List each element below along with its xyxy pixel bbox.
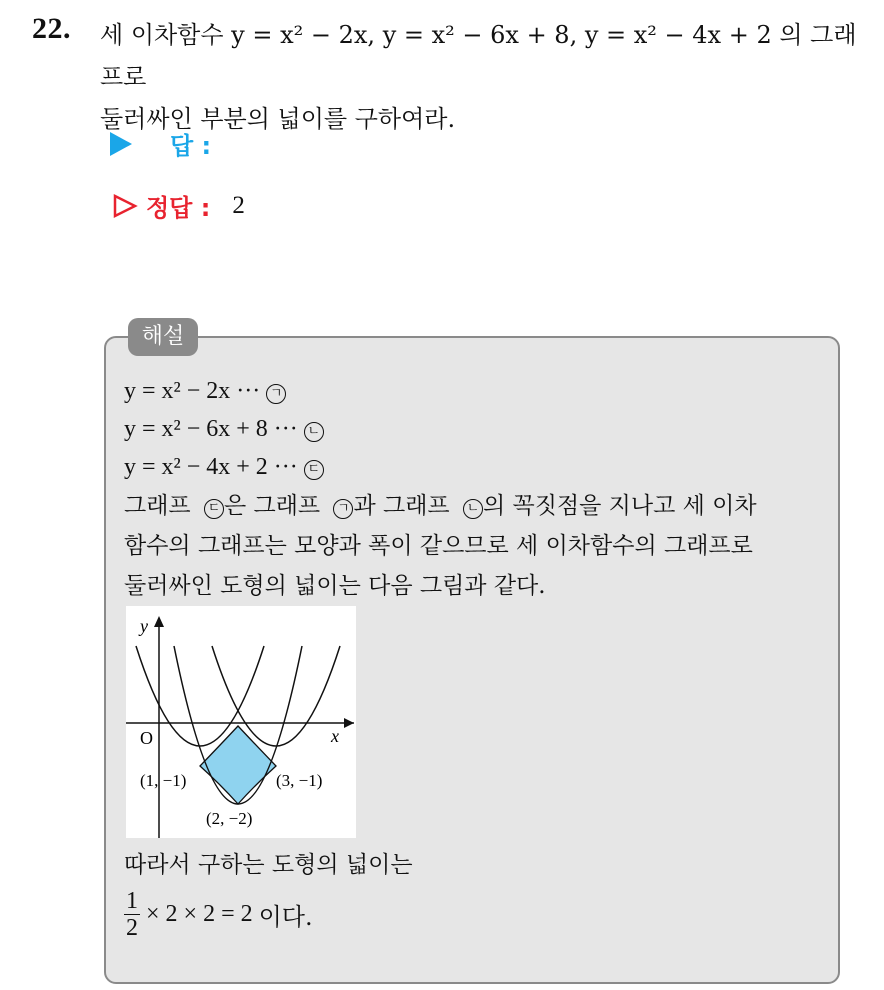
circled-mark: ㄴ	[304, 422, 324, 442]
circled-mark: ㄱ	[266, 384, 286, 404]
answer-label: 답 :	[170, 132, 212, 160]
question-line-2: 둘러싸인 부분의 넓이를 구하여라.	[100, 105, 456, 133]
parabola-2	[212, 646, 340, 746]
explanation-line-3: 둘러싸인 도형의 넓이는 다음 그림과 같다.	[124, 573, 546, 599]
correct-answer-row	[112, 188, 245, 223]
play-arrow-icon	[110, 132, 132, 156]
question-line-1: 세 이차함수 y = x² − 2x, y = x² − 6x + 8, y = x² − 4x + 2 의 그래프로	[100, 21, 857, 91]
point-bottom-label: (2, −2)	[206, 809, 253, 828]
circled-mark: ㄷ	[304, 460, 324, 480]
equation-2: y = x² − 6x + 8 ··· ㄴ	[124, 410, 834, 448]
outline-arrow-icon	[112, 193, 138, 219]
solution-tab: 해설	[128, 318, 198, 356]
point-right-label: (3, −1)	[276, 771, 323, 790]
point-left-label: (1, −1)	[140, 771, 187, 790]
answer-row	[110, 126, 211, 161]
question-number: 22.	[32, 12, 71, 45]
formula-tail: 이다.	[258, 903, 313, 931]
origin-label: O	[140, 728, 153, 748]
conclusion-text: 따라서 구하는 도형의 넓이는	[124, 852, 413, 878]
parabola-1	[136, 646, 264, 746]
correct-answer-value: 2	[232, 191, 245, 219]
equation-3: y = x² − 4x + 2 ··· ㄷ	[124, 448, 834, 486]
solution-content	[124, 372, 834, 606]
shaded-region	[200, 726, 276, 804]
area-formula	[124, 888, 313, 941]
question-text	[100, 14, 870, 140]
x-axis-label: x	[331, 726, 339, 746]
correct-answer-label: 정답 :	[146, 194, 211, 222]
explanation-line-2: 함수의 그래프는 모양과 폭이 같으므로 세 이차함수의 그래프로	[124, 533, 753, 559]
formula-rest: × 2 × 2 = 2	[146, 901, 253, 927]
parabola-graph	[126, 606, 356, 838]
explanation-line-1: 그래프 ㄷ 은 그래프 ㄱ 과 그래프 ㄴ 의 꼭짓점을 지나고 세 이차	[124, 493, 757, 519]
fraction: $\frac{1}{2}$	[126, 888, 138, 941]
equation-1: y = x² − 2x ··· ㄱ	[124, 372, 834, 410]
y-axis-label: y	[140, 616, 148, 636]
